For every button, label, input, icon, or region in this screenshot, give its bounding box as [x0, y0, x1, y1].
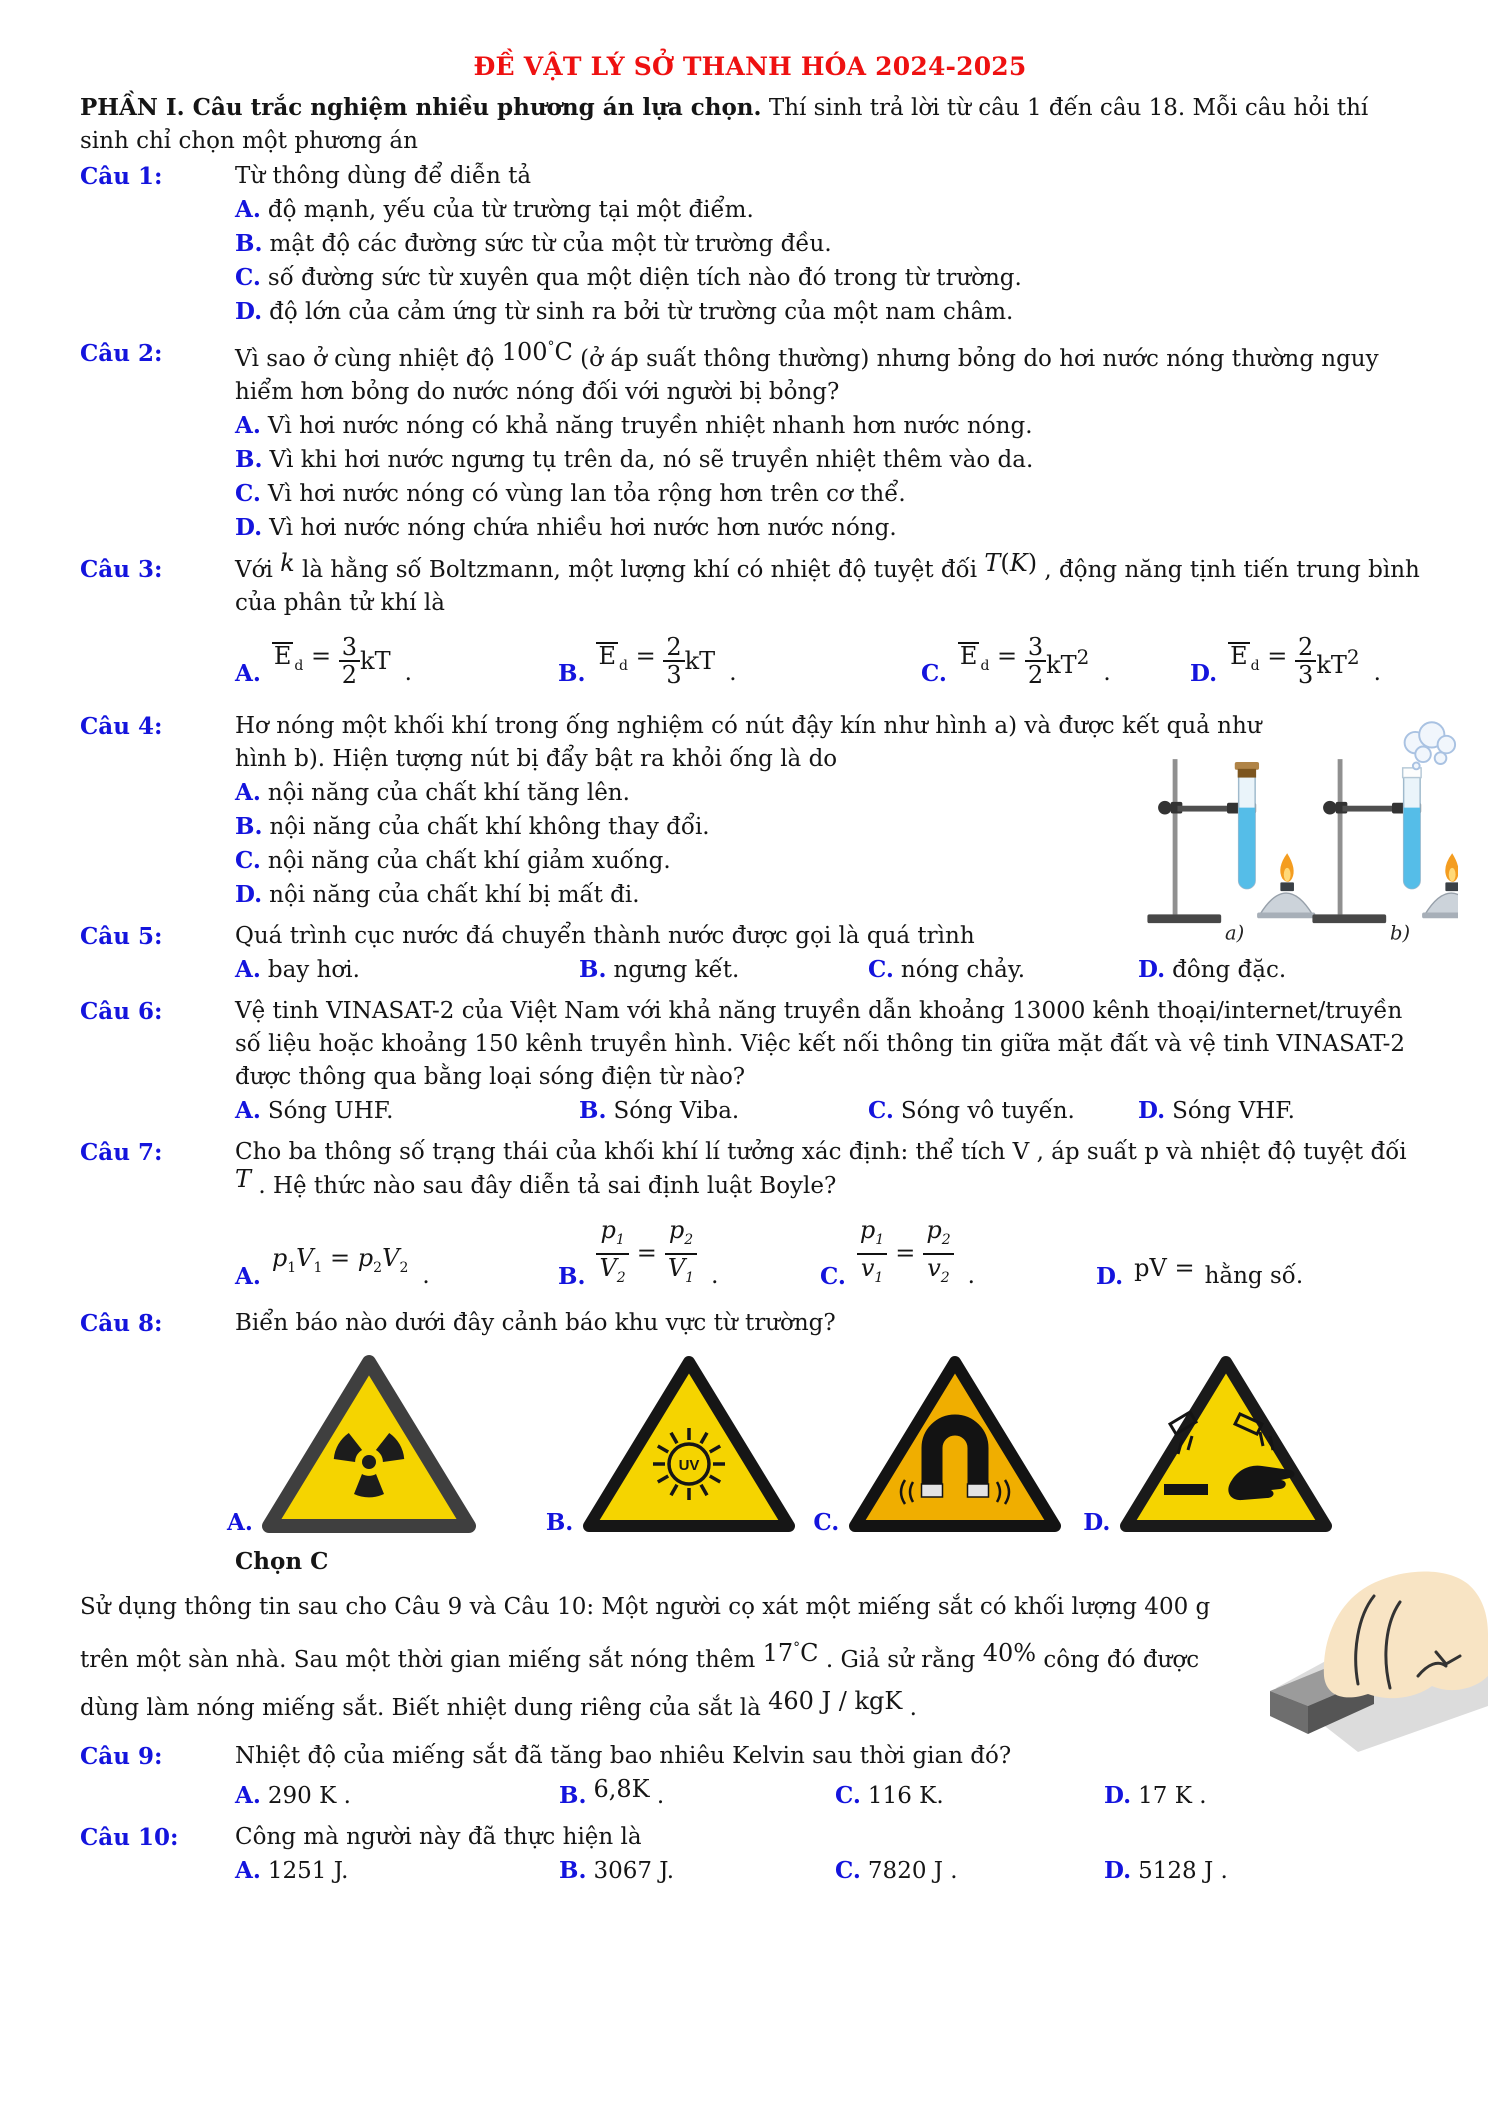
question-10: [80, 1821, 1420, 1888]
boyle-formula: $p_1V_1 = p_2V_2$: [271, 1243, 409, 1276]
svg-text:UV: UV: [678, 1456, 700, 1474]
option-b: B. nội năng của chất khí không thay đổi.: [235, 813, 710, 840]
option-c: C. nóng chảy.: [868, 956, 1026, 983]
question-9: [80, 1740, 1420, 1813]
radiation-warning-sign-icon: [257, 1346, 482, 1541]
magnet-warning-sign-icon: [843, 1346, 1068, 1541]
question-9-text: Nhiệt độ của miếng sắt đã tăng bao nhiêu Kelvin sau thời gian đó?: [235, 1742, 1012, 1769]
sign-letter-a: A.: [227, 1508, 253, 1536]
option-b: B. 3067 J.: [559, 1856, 675, 1884]
question-4-label: Câu 4:: [80, 713, 163, 740]
option-d: D. Vì hơi nước nóng chứa nhiều hơi nước hơn nước nóng.: [235, 514, 897, 541]
option-a: A. 1251 J.: [235, 1856, 349, 1884]
option-d: D. 17 K .: [1104, 1781, 1207, 1809]
option-c: C. nội năng của chất khí giảm xuống.: [235, 847, 671, 874]
formula-option-a: A. $p_1V_1 = p_2V_2$ .: [235, 1243, 430, 1290]
sign-option-b: [546, 1346, 802, 1541]
hand-rubbing-iron-image: [1240, 1556, 1488, 1756]
question-10-text: Công mà người này đã thực hiện là: [235, 1823, 642, 1850]
question-3-formula-row: [235, 634, 1420, 690]
formula-option-b: B. E $_d$ = $\frac{2}{3}$ kT .: [558, 633, 737, 689]
option-b: B. Vì khi hơi nước ngưng tụ trên da, nó sẽ truyền nhiệt thêm vào da.: [235, 446, 1034, 473]
question-6-label: Câu 6:: [80, 998, 163, 1025]
figure-label-a: a): [1225, 921, 1245, 945]
question-2: [80, 337, 1420, 545]
option-d: D. 5128 J .: [1104, 1856, 1228, 1884]
option-b: B. 6,8K .: [559, 1774, 665, 1809]
question-6-text: Vệ tinh VINASAT-2 của Việt Nam với khả năng truyền dẫn khoảng 13000 kênh thoại/internet/truyền số liệu hoặc khoảng 150 kênh truyền hình. Việc kết nối thông tin giữa mặt đất và vệ tinh VINASAT-2 được thông qua bằng loại sóng điện từ nào?: [235, 998, 1405, 1090]
sign-option-a: [227, 1346, 482, 1541]
option-b: B. Sóng Viba.: [579, 1097, 740, 1124]
kinetic-energy-formula: E $_d$ = $\frac{3}{2}$ $kT^2$: [959, 633, 1090, 689]
answer-note: Chọn C: [235, 1547, 329, 1575]
kinetic-energy-formula: E $_d$ = $\frac{2}{3}$ kT: [598, 633, 716, 689]
question-5-label: Câu 5:: [80, 923, 163, 950]
corrosive-warning-sign-icon: [1114, 1346, 1339, 1541]
question-5-text: Quá trình cục nước đá chuyển thành nước được gọi là quá trình: [235, 923, 975, 949]
uv-warning-sign-icon: [577, 1346, 802, 1541]
formula-option-a: A. E $_d$ = $\frac{3}{2}$ kT .: [235, 633, 412, 689]
formula-option-d: D. pV = hằng số.: [1096, 1253, 1304, 1290]
question-3-text: Với k là hằng số Boltzmann, một lượng khí có nhiệt độ tuyệt đối T(K) , động năng tịnh tiến trung bình của phân tử khí là: [235, 549, 1420, 616]
option-d: D. đông đặc.: [1138, 956, 1287, 983]
question-7: [80, 1136, 1420, 1299]
question-8: [80, 1307, 1420, 1340]
vapor-cloud: [1405, 722, 1455, 769]
intro-paragraph: [80, 91, 1400, 158]
page-title: ĐỀ VẬT LÝ SỞ THANH HÓA 2024-2025: [473, 52, 1027, 81]
option-a: A. bay hơi.: [235, 956, 360, 983]
option-a: A. nội năng của chất khí tăng lên.: [235, 779, 630, 806]
question-8-signs-row: [80, 1346, 1420, 1541]
question-7-label: Câu 7:: [80, 1139, 163, 1166]
question-1-label: Câu 1:: [80, 163, 163, 190]
option-a: A. 290 K .: [235, 1781, 351, 1809]
question-7-formula-row: [235, 1217, 1420, 1293]
sign-option-d: [1083, 1346, 1339, 1541]
option-a: A. Vì hơi nước nóng có khả năng truyền nhiệt nhanh hơn nước nóng.: [235, 412, 1033, 439]
option-c: C. Sóng vô tuyến.: [868, 1097, 1075, 1124]
question-6: [80, 995, 1420, 1128]
intro-bold: PHẦN I. Câu trắc nghiệm nhiều phương án lựa chọn.: [80, 94, 762, 121]
cork-stopper: [1235, 762, 1259, 770]
option-b: B. mật độ các đường sức từ của một từ trường đều.: [235, 230, 832, 257]
question-1-text: Từ thông dùng để diễn tả: [235, 163, 532, 189]
question-9-label: Câu 9:: [80, 1742, 163, 1770]
option-d: D. Sóng VHF.: [1138, 1097, 1295, 1124]
question-4-text: Hơ nóng một khối khí trong ống nghiệm có nút đậy kín như hình a) và được kết quả như hình b). Hiện tượng nút bị đẩy bật ra khỏi ống là do: [235, 713, 1262, 772]
boyle-formula: pV =: [1134, 1253, 1195, 1282]
option-a: A. độ mạnh, yếu của từ trường tại một điểm.: [235, 196, 754, 223]
option-b: B. ngưng kết.: [579, 956, 740, 983]
formula-option-c: C. $\frac{p_1}{v_1}$ = $\frac{p_2}{v_2}$ .: [820, 1216, 975, 1290]
question-7-text: Cho ba thông số trạng thái của khối khí lí tưởng xác định: thể tích V , áp suất p và nhiệt độ tuyệt đối T . Hệ thức nào sau đây diễn tả sai định luật Boyle?: [235, 1139, 1407, 1199]
option-c: C. 116 K.: [835, 1781, 944, 1809]
option-d: D. độ lớn của cảm ứng từ sinh ra bởi từ trường của một nam châm.: [235, 298, 1014, 325]
sign-letter-b: B.: [545, 1508, 574, 1536]
question-2-text: Vì sao ở cùng nhiệt độ 100°C (ở áp suất thông thường) nhưng bỏng do hơi nước nóng thường nguy hiểm hơn bỏng do nước nóng đối với người bị bỏng?: [235, 338, 1379, 405]
kinetic-energy-formula: E $_d$ = $\frac{2}{3}$ $kT^2$: [1230, 633, 1360, 689]
figure-label-b: b): [1390, 921, 1411, 945]
shared-info-paragraph: Sử dụng thông tin sau cho Câu 9 và Câu 10: Một người cọ xát một miếng sắt có khối lượng 400 g trên một sàn nhà. Sau một thời gian miếng sắt nóng thêm 17°C . Giả sử rằng 40% công đó được dùng làm nóng miếng sắt. Biết nhiệt dung riêng của sắt là 460 J / kgK .: [80, 1593, 1211, 1721]
option-a: A. Sóng UHF.: [235, 1097, 394, 1124]
sign-letter-c: C.: [813, 1508, 840, 1536]
question-8-label: Câu 8:: [80, 1309, 163, 1337]
test-tube-heating-figure: [1128, 712, 1458, 947]
question-4-figure: [1128, 712, 1458, 957]
boyle-formula: $\frac{p_1}{V_2}$ = $\frac{p_2}{V_1}$: [596, 1217, 697, 1291]
question-2-label: Câu 2:: [80, 340, 163, 367]
sign-letter-d: D.: [1083, 1508, 1111, 1536]
question-3-label: Câu 3:: [80, 556, 163, 583]
kinetic-energy-formula: E $_d$ = $\frac{3}{2}$ kT: [273, 633, 391, 689]
boyle-formula: $\frac{p_1}{v_1}$ = $\frac{p_2}{v_2}$: [857, 1217, 954, 1291]
option-c: C. số đường sức từ xuyên qua một diện tích nào đó trong từ trường.: [235, 264, 1022, 291]
formula-option-d: D. E $_d$ = $\frac{2}{3}$ $kT^2$ .: [1190, 633, 1381, 689]
question-10-label: Câu 10:: [80, 1823, 179, 1851]
question-1: [80, 160, 1420, 329]
intro-rest: Thí sinh trả lời từ câu 1 đến câu 18. Mỗi câu hỏi thí sinh chỉ chọn một phương án: [80, 95, 1369, 154]
option-c: C. 7820 J .: [835, 1856, 958, 1884]
formula-option-c: C. E $_d$ = $\frac{3}{2}$ $kT^2$ .: [921, 633, 1111, 689]
formula-option-b: B. $\frac{p_1}{V_2}$ = $\frac{p_2}{V_1}$ .: [558, 1216, 719, 1290]
hand-rubbing-figure: [1240, 1556, 1488, 1766]
sign-option-c: [813, 1346, 1068, 1541]
option-d: D. nội năng của chất khí bị mất đi.: [235, 881, 640, 908]
question-3: [80, 549, 1420, 696]
question-8-text: Biển báo nào dưới đây cảnh báo khu vực từ trường?: [235, 1309, 836, 1336]
option-c: C. Vì hơi nước nóng có vùng lan tỏa rộng hơn trên cơ thể.: [235, 480, 906, 507]
